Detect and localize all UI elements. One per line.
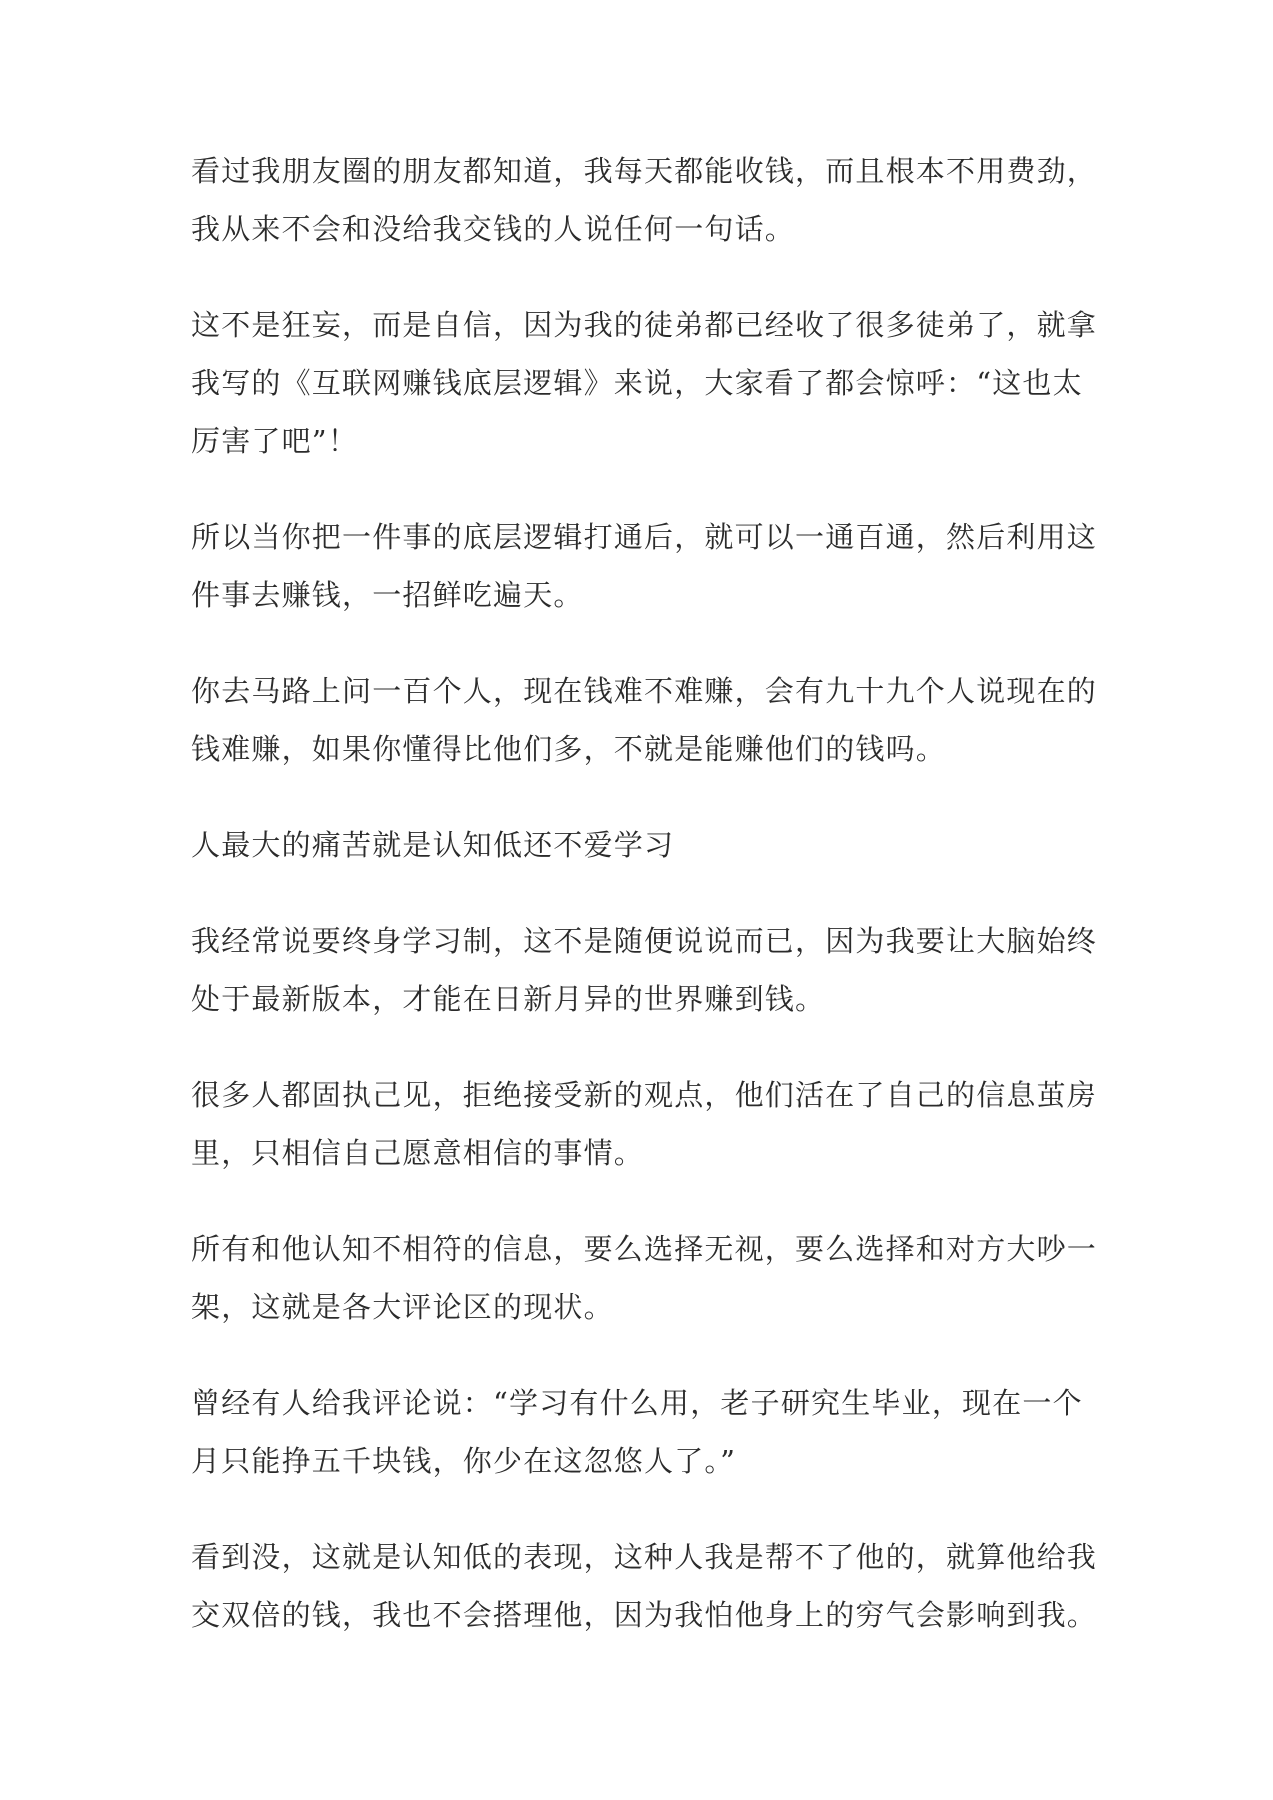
paragraph bbox=[191, 1066, 1098, 1182]
paragraph bbox=[191, 296, 1098, 470]
paragraph bbox=[191, 142, 1098, 258]
text-line: 钱难赚，如果你懂得比他们多，不就是能赚他们的钱吗。 bbox=[191, 732, 947, 766]
text-line: 厉害了吧”！ bbox=[191, 424, 359, 458]
text-line: 你去马路上问一百个人，现在钱难不难赚，会有九十九个人说现在的 bbox=[191, 674, 1098, 708]
paragraph bbox=[191, 508, 1098, 624]
text-line: 处于最新版本，才能在日新月异的世界赚到钱。 bbox=[191, 982, 826, 1016]
article-body bbox=[191, 142, 1098, 1682]
text-line: 里，只相信自己愿意相信的事情。 bbox=[191, 1136, 645, 1170]
paragraph bbox=[191, 1374, 1091, 1490]
paragraph bbox=[191, 662, 1098, 778]
paragraph bbox=[191, 912, 1098, 1028]
text-line: 我写的《互联网赚钱底层逻辑》来说，大家看了都会惊呼：“这也太 bbox=[191, 366, 1083, 400]
text-line: 所有和他认知不相符的信息，要么选择无视，要么选择和对方大吵一 bbox=[191, 1232, 1098, 1266]
text-line: 很多人都固执己见，拒绝接受新的观点，他们活在了自己的信息茧房 bbox=[191, 1078, 1098, 1112]
text-line: 人最大的痛苦就是认知低还不爱学习 bbox=[191, 828, 675, 862]
text-line: 这不是狂妄，而是自信，因为我的徒弟都已经收了很多徒弟了，就拿 bbox=[191, 308, 1098, 342]
paragraph bbox=[191, 1528, 1098, 1644]
text-line: 月只能挣五千块钱，你少在这忽悠人了。” bbox=[191, 1444, 737, 1478]
text-line: 曾经有人给我评论说：“学习有什么用，老子研究生毕业，现在一个 bbox=[191, 1386, 1083, 1420]
paragraph bbox=[191, 1220, 1098, 1336]
text-line: 看到没，这就是认知低的表现，这种人我是帮不了他的，就算他给我 bbox=[191, 1540, 1098, 1574]
text-line: 件事去赚钱，一招鲜吃遍天。 bbox=[191, 578, 584, 612]
text-line: 我从来不会和没给我交钱的人说任何一句话。 bbox=[191, 212, 796, 246]
text-line: 交双倍的钱，我也不会搭理他，因为我怕他身上的穷气会影响到我。 bbox=[191, 1598, 1098, 1632]
text-line: 看过我朋友圈的朋友都知道，我每天都能收钱，而且根本不用费劲， bbox=[191, 154, 1098, 188]
text-line: 所以当你把一件事的底层逻辑打通后，就可以一通百通，然后利用这 bbox=[191, 520, 1098, 554]
text-line: 架，这就是各大评论区的现状。 bbox=[191, 1290, 614, 1324]
section-heading bbox=[191, 816, 1091, 874]
text-line: 我经常说要终身学习制，这不是随便说说而已，因为我要让大脑始终 bbox=[191, 924, 1098, 958]
